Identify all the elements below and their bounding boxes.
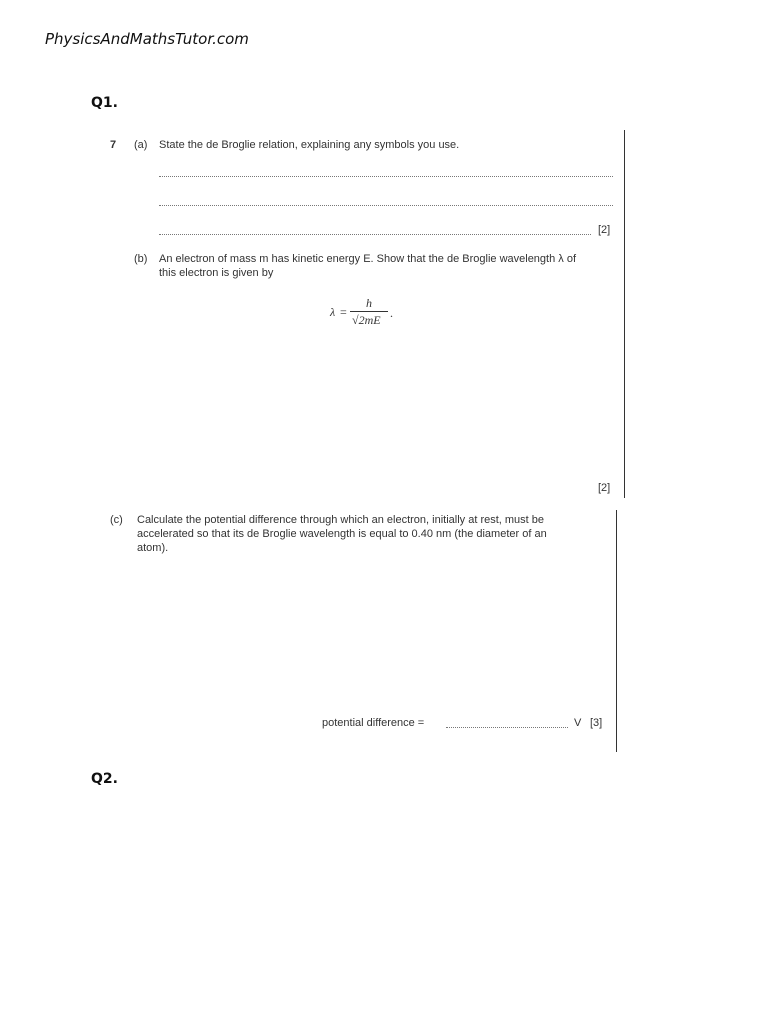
marks-c: [3] (590, 717, 603, 729)
part-c-label: (c) (110, 514, 123, 526)
formula-lambda: λ (330, 305, 336, 319)
formula-period: . (390, 306, 393, 320)
part-b-text: An electron of mass m has kinetic energy E. Show that the de Broglie wavelength λ of (159, 253, 577, 265)
margin-line (616, 510, 617, 752)
answer-line[interactable] (446, 727, 568, 728)
answer-line[interactable] (159, 234, 591, 235)
formula-denominator: √2mE (352, 313, 381, 327)
formula-numerator: h (366, 296, 372, 310)
answer-label: potential difference = (322, 717, 425, 729)
question-number: 7 (110, 139, 117, 151)
answer-line[interactable] (159, 176, 613, 177)
part-c-text: accelerated so that its de Broglie wavelength is equal to 0.40 nm (the diameter of an (137, 528, 547, 540)
site-name: PhysicsAndMathsTutor.com (45, 30, 249, 48)
margin-line (624, 130, 625, 498)
question-label-q1: Q1. (91, 95, 118, 111)
formula-equals: = (340, 305, 347, 319)
marks-b: [2] (598, 482, 611, 494)
part-b-text: this electron is given by (159, 267, 274, 279)
part-b-label: (b) (134, 253, 148, 265)
part-c-text: atom). (137, 542, 169, 554)
question-label-q2: Q2. (91, 771, 118, 787)
part-c-text: Calculate the potential difference through which an electron, initially at rest, must be (137, 514, 545, 526)
answer-line[interactable] (159, 205, 613, 206)
part-a-text: State the de Broglie relation, explaining any symbols you use. (159, 139, 460, 151)
answer-unit: V (574, 717, 582, 729)
part-a-label: (a) (134, 139, 148, 151)
marks-a: [2] (598, 224, 611, 236)
fraction-bar (350, 311, 388, 312)
